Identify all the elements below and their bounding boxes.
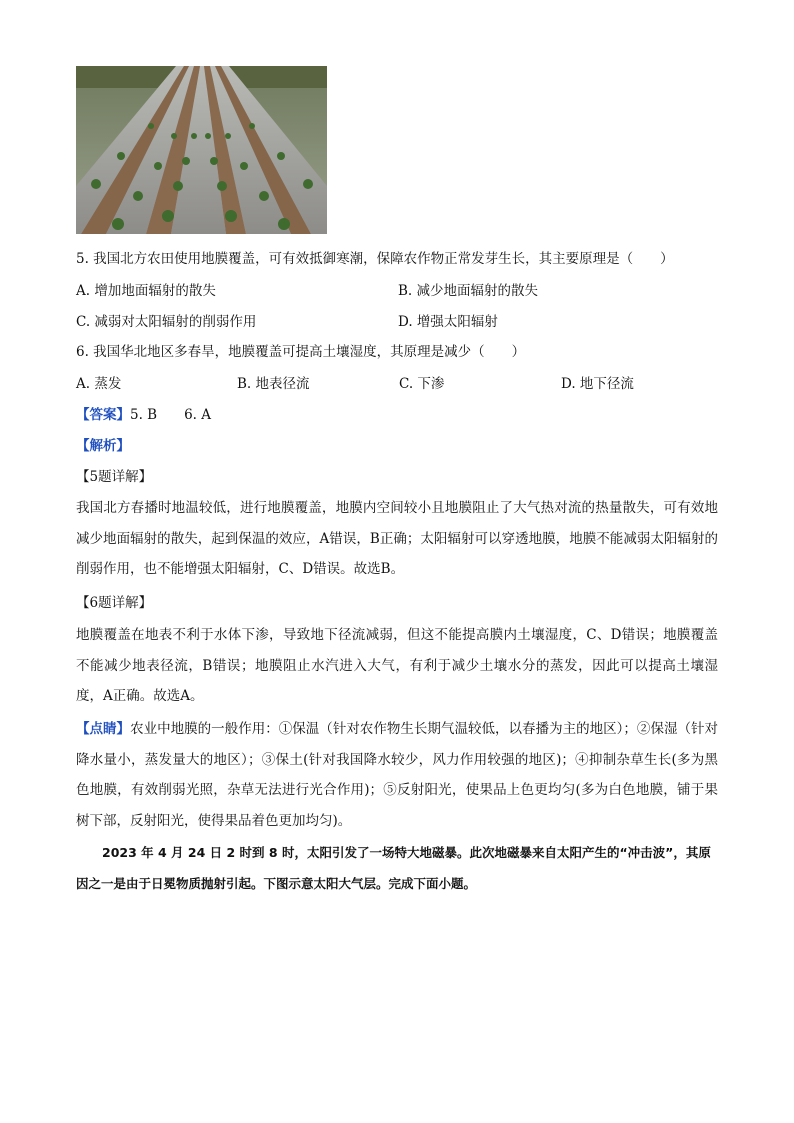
farmland-plastic-film-photo-icon	[76, 66, 327, 234]
answer-line	[76, 406, 211, 424]
analysis-heading	[76, 437, 130, 455]
detail6-heading	[76, 594, 152, 612]
tips-text: 农业中地膜的一般作用：①保温（针对农作物生长期气温较低，以春播为主的地区）；②保湿（针对降水量小，蒸发量大的地区）；③保土(针对我国降水较少，风力作用较强的地区)；④抑制杂草生长(多为黑色地膜，有效削弱光照，杂草无法进行光合作用)；⑤反射阳光，使果品上色更均匀(多为白色地膜，铺于果树下部，反射阳光，使得果品着色更加均匀)。	[76, 721, 719, 829]
q6-option-b: B. 地表径流	[237, 376, 310, 392]
farmland-photo	[76, 66, 327, 234]
q6-option-a: A. 蒸发	[76, 376, 122, 392]
q6-option-c: C. 下渗	[399, 376, 445, 392]
q5-option-b: B. 减少地面辐射的散失	[398, 283, 539, 299]
tips-paragraph	[76, 714, 718, 836]
answer-text: 5. B 6. A	[130, 407, 212, 423]
q5-option-a: A. 增加地面辐射的散失	[76, 283, 216, 299]
detail5-heading	[76, 468, 152, 486]
answer-tag: 【答案】	[76, 407, 130, 423]
q5-stem: 5. 我国北方农田使用地膜覆盖，可有效抵御寒潮，保障农作物正常发芽生长，其主要原理是（ ）	[76, 251, 674, 267]
q5-option-d: D. 增强太阳辐射	[398, 314, 498, 330]
q6-stem: 6. 我国华北地区多春旱，地膜覆盖可提高土壤湿度，其原理是减少（ ）	[76, 344, 526, 360]
detail5-paragraph: 我国北方春播时地温较低，进行地膜覆盖，地膜内空间较小且地膜阻止了大气热对流的热量散失，可有效地减少地面辐射的散失，起到保温的效应，A错误，B正确；太阳辐射可以穿透地膜，地膜不能减弱太阳辐射的削弱作用，也不能增强太阳辐射，C、D错误。故选B。	[76, 500, 718, 577]
q6-option-d: D. 地下径流	[561, 376, 634, 392]
detail5-tag: 【5题详解】	[76, 469, 153, 485]
q5-option-c: C. 减弱对太阳辐射的削弱作用	[76, 314, 257, 330]
detail6-paragraph: 地膜覆盖在地表不利于水体下渗，导致地下径流减弱，但这不能提高膜内土壤湿度，C、D错误；地膜覆盖不能减少地表径流，B错误；地膜阻止水汽进入大气，有利于减少土壤水分的蒸发，因此可以提高土壤湿度，A正确。故选A。	[76, 627, 718, 704]
detail6-tag: 【6题详解】	[76, 595, 153, 611]
analysis-tag: 【解析】	[76, 438, 130, 454]
intro-paragraph: 2023 年 4 月 24 日 2 时到 8 时，太阳引发了一场特大地磁暴。此次地磁暴来自太阳产生的“冲击波”，其原因之一是由于日冕物质抛射引起。下图示意太阳大气层。完成下面小题。	[76, 845, 711, 891]
tips-tag: 【点睛】	[76, 721, 131, 737]
